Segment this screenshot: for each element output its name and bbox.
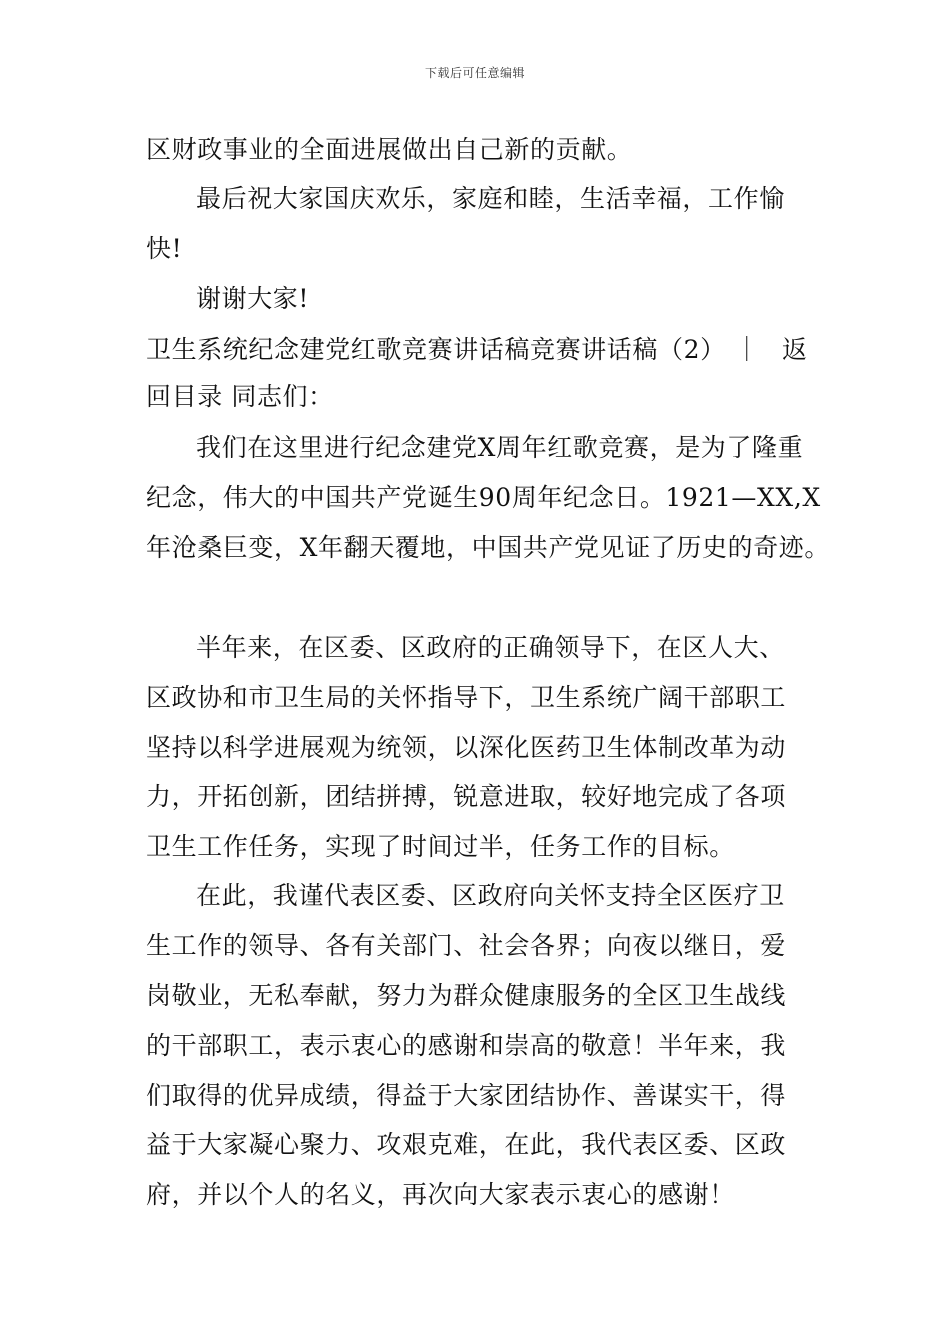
text-line: 在此，我谨代表区委、区政府向关怀支持全区医疗卫 xyxy=(196,881,785,910)
text-line: 区财政事业的全面进展做出自己新的贡献。 xyxy=(146,135,633,164)
text-line: 年沧桑巨变，X年翻天覆地，中国共产党见证了历史的奇迹。 xyxy=(146,533,830,562)
text-line: 回目录 同志们： xyxy=(146,382,334,411)
text-line: 谢谢大家! xyxy=(196,284,310,313)
text-line: 区政协和市卫生局的关怀指导下，卫生系统广阔干部职工 xyxy=(146,683,787,712)
text-line: 快! xyxy=(146,234,183,263)
text-line: 生工作的领导、各有关部门、社会各界；向夜以继日，爱 xyxy=(146,931,787,960)
text-line: 的干部职工，表示衷心的感谢和崇高的敬意！半年来，我 xyxy=(146,1031,787,1060)
text-line: 益于大家凝心聚力、攻艰克难，在此，我代表区委、区政 xyxy=(146,1130,787,1159)
text-line: 府，并以个人的名义，再次向大家表示衷心的感谢！ xyxy=(146,1180,735,1209)
text-line: 我们在这里进行纪念建党X周年红歌竞赛，是为了隆重 xyxy=(196,433,804,462)
text-line: 岗敬业，无私奉献，努力为群众健康服务的全区卫生战线 xyxy=(146,981,787,1010)
text-line: 坚持以科学进展观为统领，以深化医药卫生体制改革为动 xyxy=(146,733,787,762)
page-header: 下载后可任意编辑 xyxy=(424,66,525,80)
text-line: 卫生工作任务，实现了时间过半，任务工作的目标。 xyxy=(146,832,735,861)
text-line: 最后祝大家国庆欢乐，家庭和睦，生活幸福，工作愉 xyxy=(196,184,785,213)
section-title-line xyxy=(146,334,808,366)
text-line: 半年来，在区委、区政府的正确领导下，在区人大、 xyxy=(196,633,785,662)
text-line: 力，开拓创新，团结拼搏，锐意进取，较好地完成了各项 xyxy=(146,782,787,811)
back-to-toc-link-part[interactable]: 返 xyxy=(782,335,808,364)
text-line: 们取得的优异成绩，得益于大家团结协作、善谋实干，得 xyxy=(146,1081,787,1110)
text-line: 纪念，伟大的中国共产党诞生90周年纪念日。1921—XX,X xyxy=(146,483,821,512)
section-title: 卫生系统纪念建党红歌竞赛讲话稿竞赛讲话稿（2） ｜ xyxy=(146,335,760,364)
